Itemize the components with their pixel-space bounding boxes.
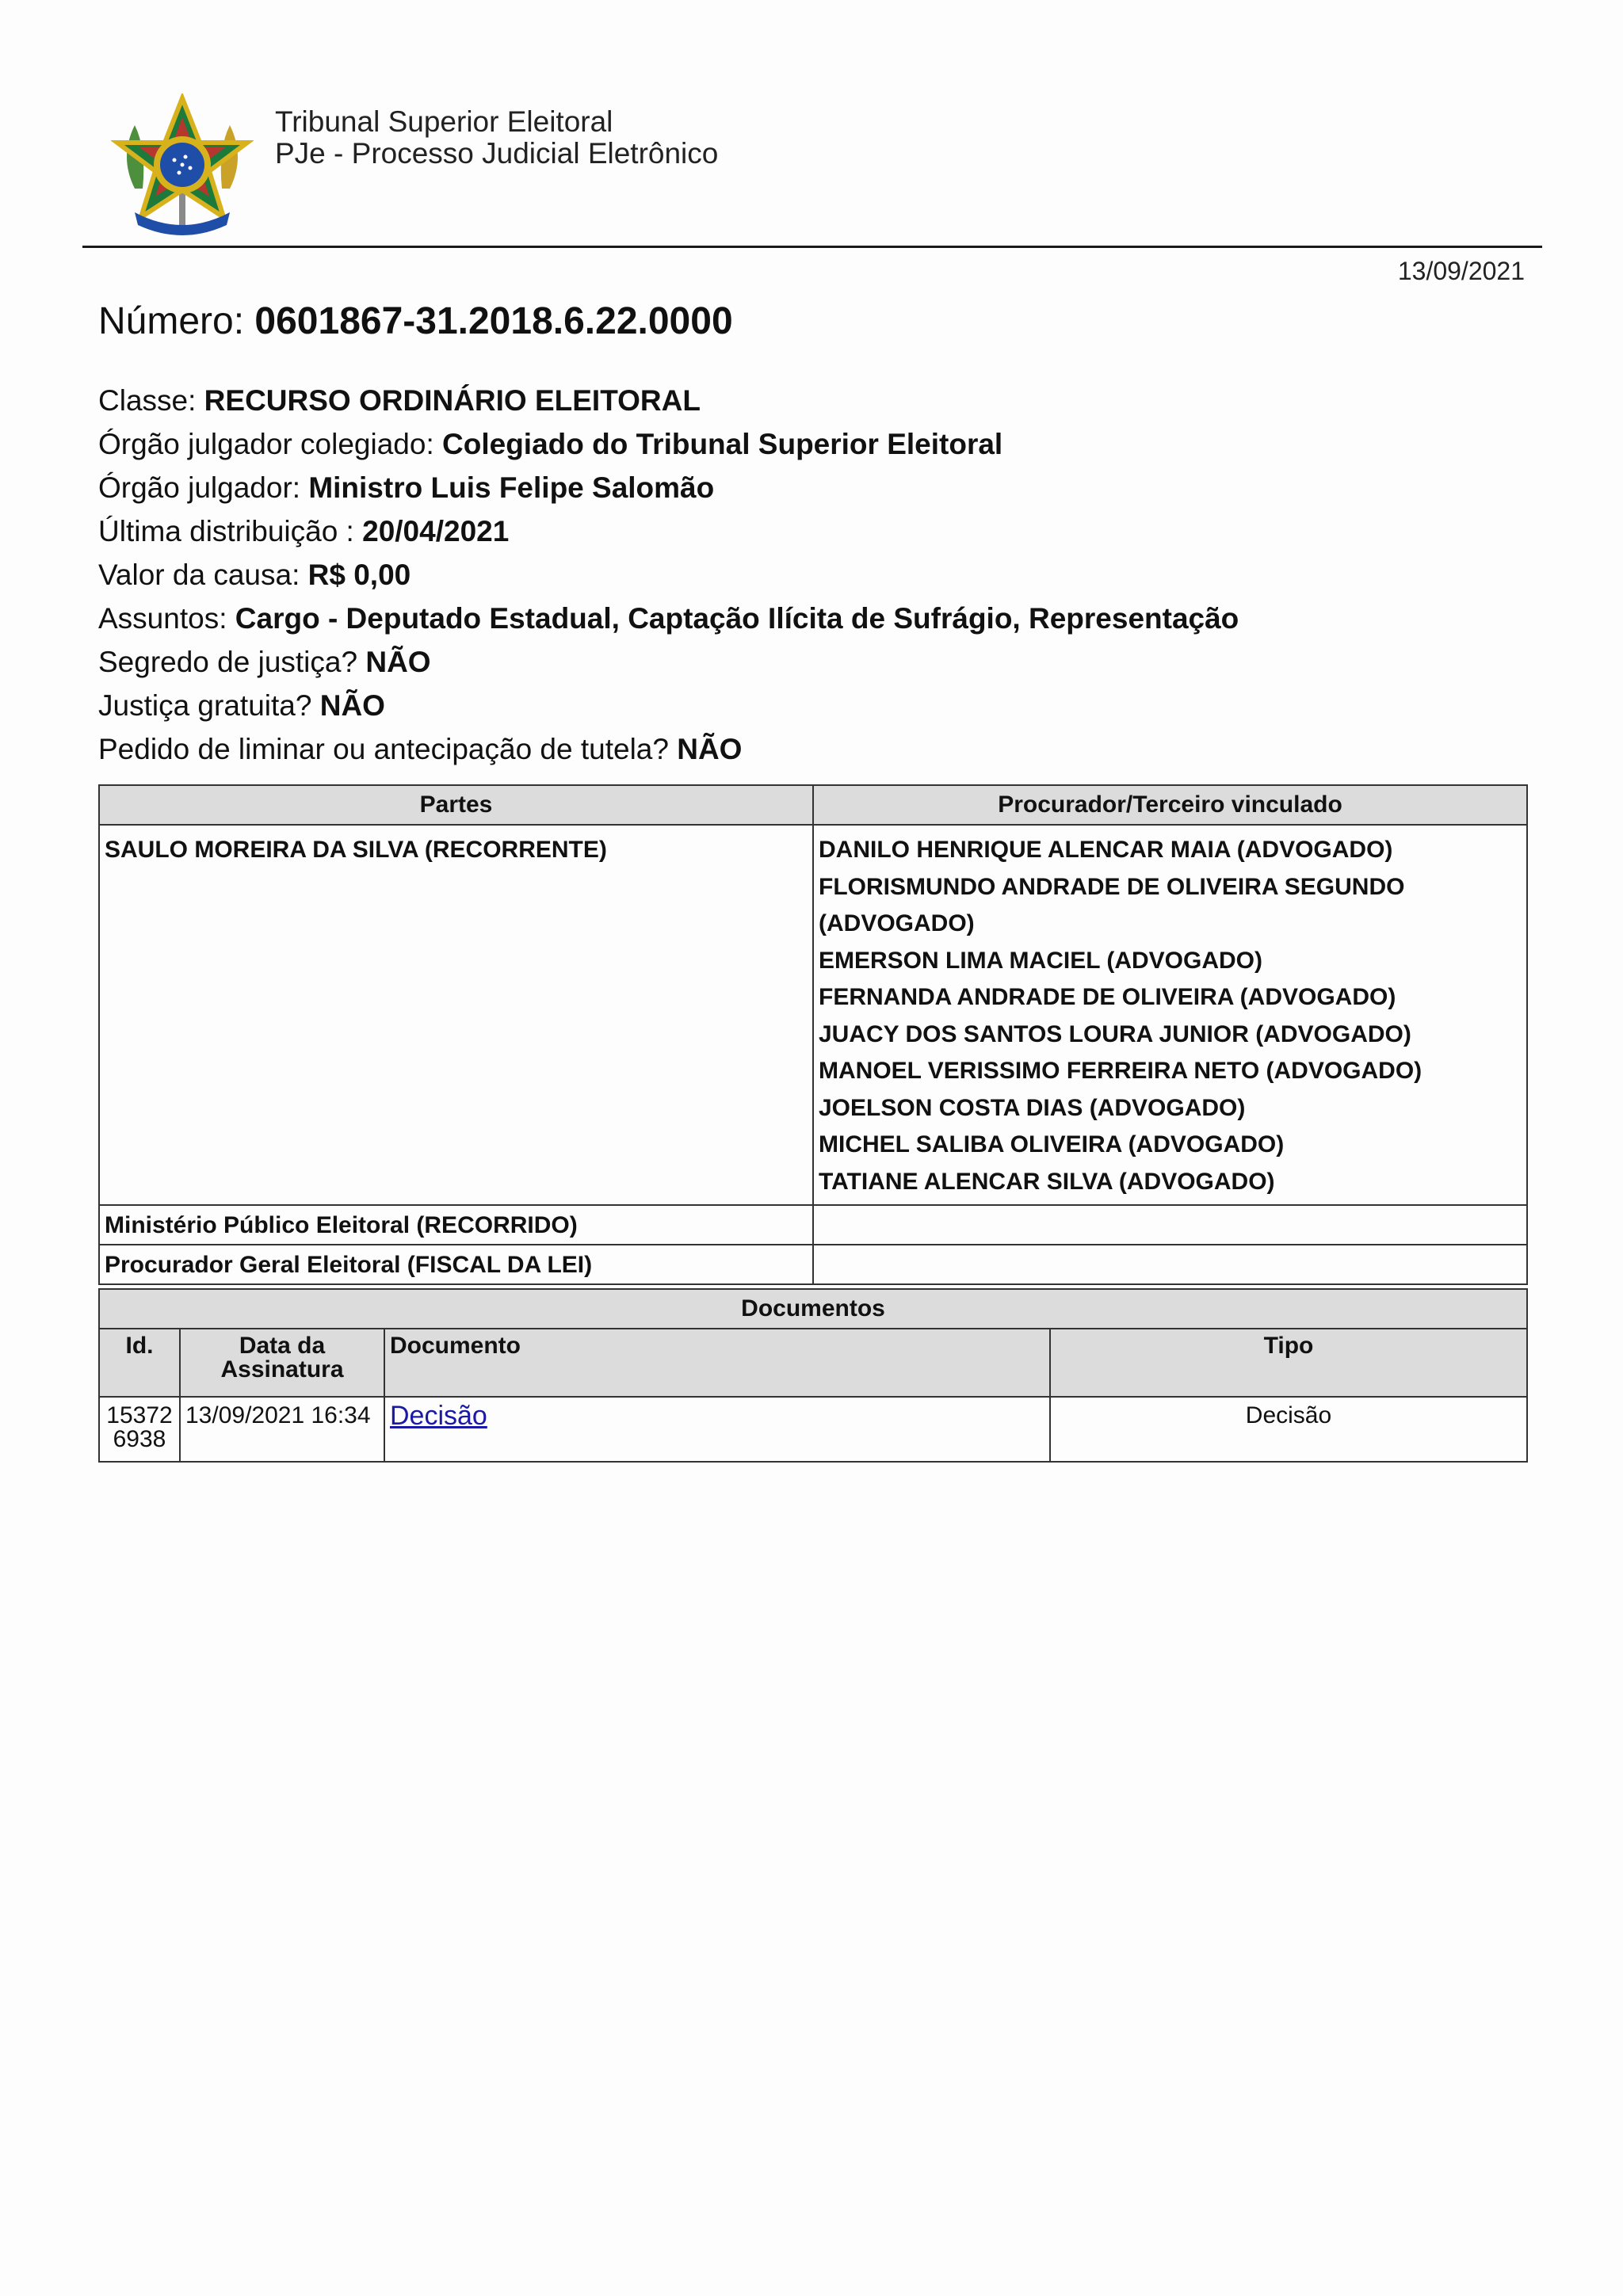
field-value: Colegiado do Tribunal Superior Eleitoral <box>442 428 1003 460</box>
case-number-label: Número: <box>98 300 245 342</box>
documentos-title-row <box>99 1289 1527 1329</box>
field-label: Órgão julgador colegiado: <box>98 428 434 460</box>
col-header-documento: Documento <box>384 1329 1050 1397</box>
field-label: Segredo de justiça? <box>98 646 358 678</box>
field-segredo-justica <box>98 640 1525 684</box>
parte-cell: Procurador Geral Eleitoral (FISCAL DA LEI) <box>99 1245 813 1284</box>
procurador-item: EMERSON LIMA MACIEL (ADVOGADO) <box>819 947 1262 974</box>
col-header-procurador: Procurador/Terceiro vinculado <box>813 785 1527 825</box>
coat-of-arms-emblem <box>111 93 254 241</box>
table-row <box>99 1205 1527 1245</box>
doc-id-line: 6938 <box>113 1426 166 1452</box>
field-pedido-liminar <box>98 727 1525 771</box>
field-label: Justiça gratuita? <box>98 689 312 722</box>
doc-documento-cell <box>384 1397 1050 1462</box>
parte-cell: SAULO MOREIRA DA SILVA (RECORRENTE) <box>99 825 813 1205</box>
documento-link[interactable]: Decisão <box>390 1401 487 1431</box>
procurador-item: FERNANDA ANDRADE DE OLIVEIRA (ADVOGADO) <box>819 984 1396 1010</box>
field-value: NÃO <box>677 733 743 765</box>
table-row <box>99 1245 1527 1284</box>
procurador-item: TATIANE ALENCAR SILVA (ADVOGADO) <box>819 1168 1275 1195</box>
field-classe <box>98 379 1525 422</box>
report-date: 13/09/2021 <box>1397 257 1525 285</box>
procuradores-cell <box>813 825 1527 1205</box>
case-number: 0601867-31.2018.6.22.0000 <box>254 300 733 342</box>
doc-data-cell: 13/09/2021 16:34 <box>180 1397 384 1462</box>
field-label: Pedido de liminar ou antecipação de tutela? <box>98 733 669 765</box>
header-divider <box>82 246 1542 248</box>
field-label: Valor da causa: <box>98 559 300 591</box>
field-value: NÃO <box>319 689 385 722</box>
field-orgao-julgador <box>98 466 1525 509</box>
field-assuntos <box>98 597 1525 640</box>
documentos-title: Documentos <box>99 1289 1527 1329</box>
field-label: Órgão julgador: <box>98 471 301 504</box>
field-label: Assuntos: <box>98 602 227 635</box>
field-justica-gratuita <box>98 684 1525 727</box>
procurador-item: MICHEL SALIBA OLIVEIRA (ADVOGADO) <box>819 1131 1285 1158</box>
field-label: Última distribuição : <box>98 515 354 547</box>
case-fields <box>98 379 1525 771</box>
field-orgao-colegiado <box>98 422 1525 466</box>
field-value: R$ 0,00 <box>307 559 411 591</box>
procurador-item: FLORISMUNDO ANDRADE DE OLIVEIRA SEGUNDO (ADVOGADO) <box>819 873 1405 936</box>
procuradores-cell <box>813 1245 1527 1284</box>
partes-header-row <box>99 785 1527 825</box>
procurador-item: DANILO HENRIQUE ALENCAR MAIA (ADVOGADO) <box>819 837 1393 863</box>
doc-id-cell <box>99 1397 180 1462</box>
court-name: Tribunal Superior Eleitoral <box>275 105 613 138</box>
col-header-tipo: Tipo <box>1050 1329 1527 1397</box>
doc-tipo-cell: Decisão <box>1050 1397 1527 1462</box>
system-name: PJe - Processo Judicial Eletrônico <box>275 137 719 170</box>
organization-block <box>275 106 718 170</box>
col-header-id: Id. <box>99 1329 180 1397</box>
field-valor-causa <box>98 553 1525 597</box>
documentos-table <box>98 1288 1528 1463</box>
documentos-header-row <box>99 1329 1527 1397</box>
table-row <box>99 825 1527 1205</box>
partes-table <box>98 784 1528 1285</box>
procuradores-cell <box>813 1205 1527 1245</box>
procurador-item: JOELSON COSTA DIAS (ADVOGADO) <box>819 1094 1246 1121</box>
col-header-partes: Partes <box>99 785 813 825</box>
field-value: Ministro Luis Felipe Salomão <box>308 471 715 504</box>
field-value: NÃO <box>365 646 431 678</box>
col-header-data-assinatura: Data da Assinatura <box>180 1329 384 1397</box>
field-label: Classe: <box>98 384 197 417</box>
field-value: Cargo - Deputado Estadual, Captação Ilícita de Sufrágio, Representação <box>235 602 1239 635</box>
field-value: RECURSO ORDINÁRIO ELEITORAL <box>204 384 701 417</box>
parte-cell: Ministério Público Eleitoral (RECORRIDO) <box>99 1205 813 1245</box>
procurador-item: JUACY DOS SANTOS LOURA JUNIOR (ADVOGADO) <box>819 1020 1411 1047</box>
field-ultima-distribuicao <box>98 509 1525 553</box>
field-value: 20/04/2021 <box>362 515 510 547</box>
case-number-line <box>98 299 733 343</box>
doc-id-line: 15372 <box>106 1402 173 1428</box>
table-row <box>99 1397 1527 1462</box>
procurador-item: MANOEL VERISSIMO FERREIRA NETO (ADVOGADO) <box>819 1058 1423 1084</box>
